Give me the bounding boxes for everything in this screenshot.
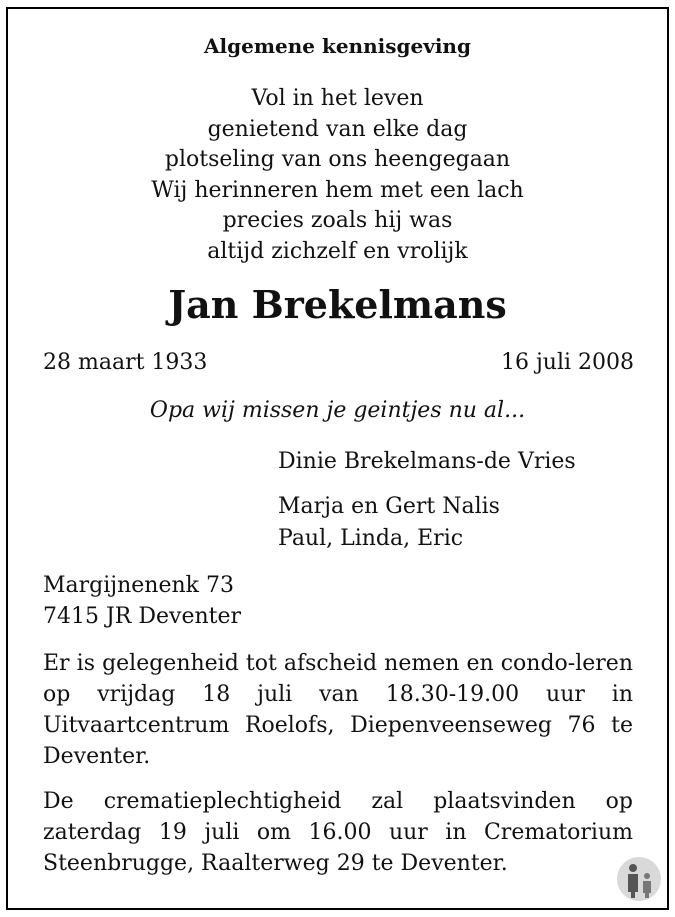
family-name-line: Paul, Linda, Eric [278, 526, 464, 551]
poem-line: altijd zichzelf en vrolijk [207, 238, 468, 264]
logo-small-figure-head [644, 873, 650, 879]
death-date: 16 juli 2008 [500, 350, 634, 375]
deceased-name: Jan Brekelmans [168, 282, 507, 327]
poem [0, 84, 675, 267]
family-group-2 [278, 491, 500, 555]
family-name-line: Marja en Gert Nalis [278, 494, 500, 519]
birth-date: 28 maart 1933 [43, 350, 208, 375]
memorial-figures-icon [616, 856, 662, 902]
address-city: 7415 JR Deventer [43, 604, 242, 629]
family-quote: Opa wij missen je geintjes nu al... [149, 398, 526, 423]
condolence-paragraph: Er is gelegenheid tot afscheid nemen en condo-leren op vrijdag 18 juli van 18.30-19.00 uur in Uitvaartcentrum Roelofs, Diepenveenseweg 76 te Deventer. [43, 651, 633, 769]
family-name-line: Dinie Brekelmans-de Vries [278, 449, 576, 474]
logo-background [617, 857, 661, 901]
poem-line: Wij herinneren hem met een lach [151, 177, 524, 203]
poem-line: precies zoals hij was [222, 208, 453, 233]
cremation-paragraph: De crematieplechtigheid zal plaatsvinden op zaterdag 19 juli om 16.00 uur in Crematorium Steenbrugge, Raalterweg 29 te Deventer. [43, 789, 633, 876]
notice-heading: Algemene kennisgeving [204, 34, 471, 58]
logo-figure-head [629, 864, 637, 872]
poem-line: Vol in het leven [251, 86, 424, 111]
address-block [43, 570, 241, 632]
address-street: Margijnenenk 73 [43, 573, 234, 598]
poem-line: plotseling van ons heengegaan [164, 147, 511, 172]
poem-line: genietend van elke dag [207, 116, 468, 142]
family-group-1 [278, 446, 576, 478]
